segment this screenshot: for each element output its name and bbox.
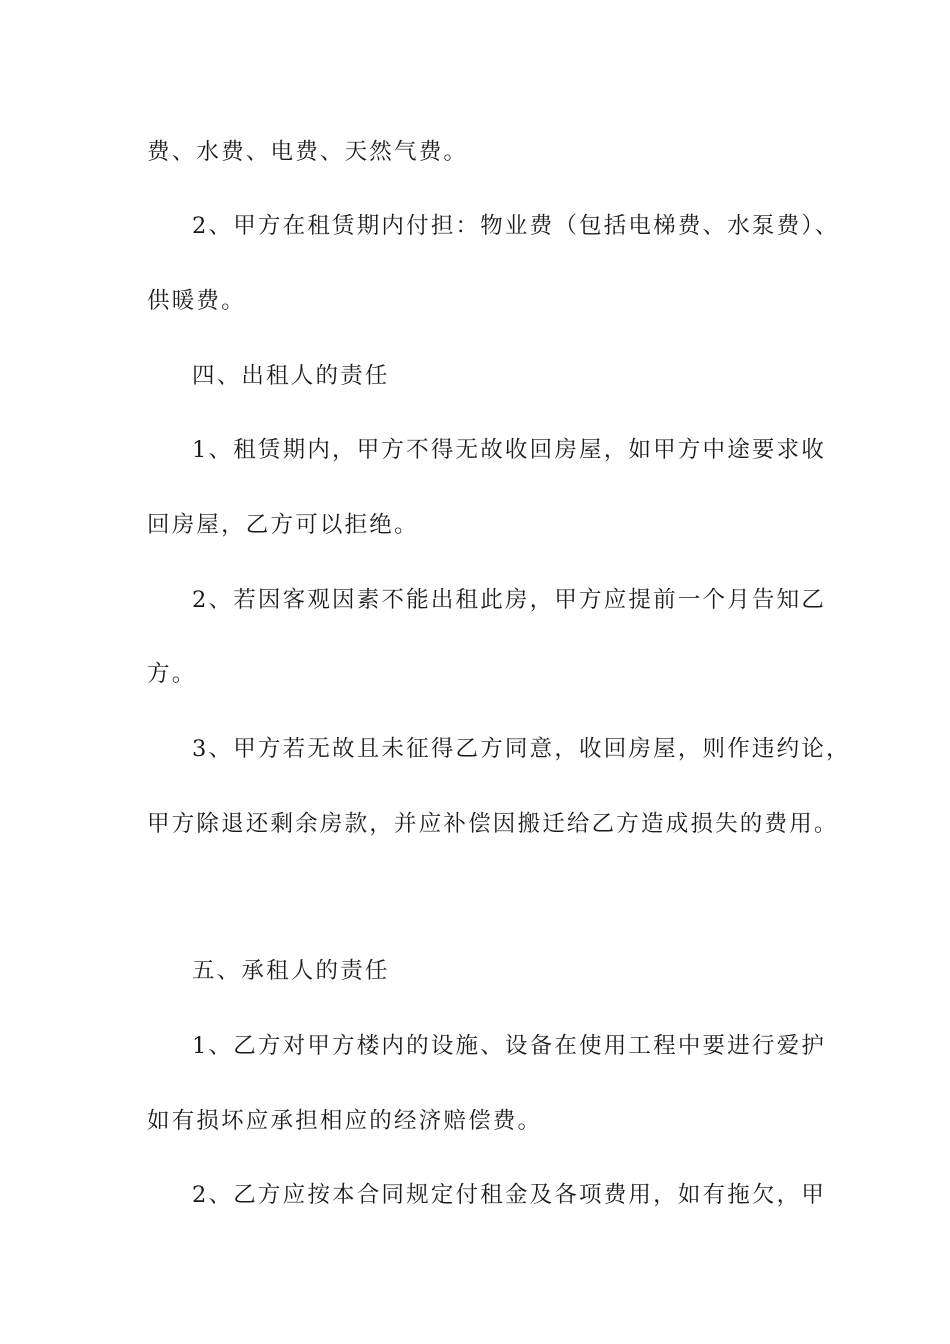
- paragraph-line: 2、若因客观因素不能出租此房，甲方应提前一个月告知乙: [192, 587, 827, 613]
- paragraph-line: 2、甲方在租赁期内付担：物业费（包括电梯费、水泵费）、: [192, 213, 840, 239]
- paragraph-line: 甲方除退还剩余房款，并应补偿因搬迁给乙方造成损失的费用。: [147, 811, 839, 837]
- section-heading: 四、出租人的责任: [192, 363, 390, 389]
- section-heading: 五、承租人的责任: [192, 958, 390, 984]
- paragraph-line: 如有损坏应承担相应的经济赔偿费。: [147, 1108, 543, 1134]
- paragraph-line: 1、租赁期内，甲方不得无故收回房屋，如甲方中途要求收: [192, 437, 827, 463]
- paragraph-line: 3、甲方若无故且未征得乙方同意，收回房屋，则作违约论，: [192, 736, 851, 762]
- paragraph-line: 方。: [147, 661, 197, 687]
- paragraph-line: 供暖费。: [147, 288, 246, 314]
- paragraph-line: 1、乙方对甲方楼内的设施、设备在使用工程中要进行爱护: [192, 1033, 827, 1059]
- paragraph-line: 费、水费、电费、天然气费。: [147, 139, 469, 165]
- paragraph-line: 回房屋，乙方可以拒绝。: [147, 512, 419, 538]
- paragraph-line: 2、乙方应按本合同规定付租金及各项费用，如有拖欠，甲: [192, 1182, 827, 1208]
